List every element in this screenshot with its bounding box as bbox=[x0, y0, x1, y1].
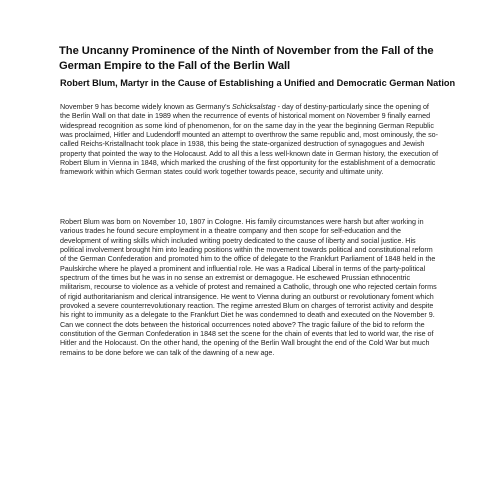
schicksalstag-term: Schicksalstag bbox=[232, 103, 276, 111]
body-paragraph-1 bbox=[60, 103, 440, 178]
document-title: The Uncanny Prominence of the Ninth of November from the Fall of the German Empire to the Fall of the Berlin Wall bbox=[59, 45, 434, 72]
paragraph-1-rest: - day of destiny-particularly since the opening of the Berlin Wall on that date in 1989 when the recurrence of events of historical moment on November 9 finally earned widespread recognition as some kind of phenomenon, for on the same day in the year the beginning German Republic was proclaimed, Hitler and Ludendorff mounted an attempt to overthrow the same republic and, most ominously, the so-called Reichs-Kristallnacht took place in 1938, this being the state-organized destruction of synagogues and Jewish property that pointed the way to the Holocaust. Add to all this a less well-known date in German history, the execution of Robert Blum in Vienna in 1848, which marked the crushing of the first opportunity for the establishment of a democratic framework within which German states could work together towards peace, security and ultimate unity. bbox=[60, 103, 439, 177]
paragraph-1-lead: November 9 has become widely known as Germany's bbox=[60, 103, 233, 111]
body-paragraph-2: Robert Blum was born on November 10, 1807 in Cologne. His family circumstances were harsh but after working in various trades he found secure employment in a theatre company and then scope for self-education and the development of writing skills which included writing poetry dedicated to the cause of liberty and social justice. His political involvement brought him into leading positions within the movement towards political and constitutional reform of the German Confederation and promoted him to the office of delegate to the Frankfurt Parliament of 1848 held in the Paulskirche where he played a prominent and influential role. He was a Radical Liberal in terms of the party-political spectrum of the times but he was in no sense an extremist or demagogue. He eschewed Prussian ethnocentric militarism, recourse to violence as a vehicle of protest and remained a Catholic, through one who rejected certain forms of rigid authoritarianism and clerical intransigence. He went to Vienna during an outburst or revolutionary foment which provoked a severe counterrevolutionary reaction. The regime arrested Blum on charges of terrorist activity and despite his right to immunity as a delegate to the Frankfurt Diet he was condemned to death and executed on the November 9. Can we connect the dots between the historical occurrences noted above? The tragic failure of the bid to reform the constitution of the German Confederation in 1848 set the scene for the chain of events that led to world war, the rise of Hitler and the Holocaust. On the other hand, the opening of the Berlin Wall brought the end of the Cold War but much remains to be done before we can talk of the dawning of a new age. bbox=[60, 218, 437, 357]
document-subtitle: Robert Blum, Martyr in the Cause of Establishing a Unified and Democratic German Nation bbox=[60, 78, 456, 88]
